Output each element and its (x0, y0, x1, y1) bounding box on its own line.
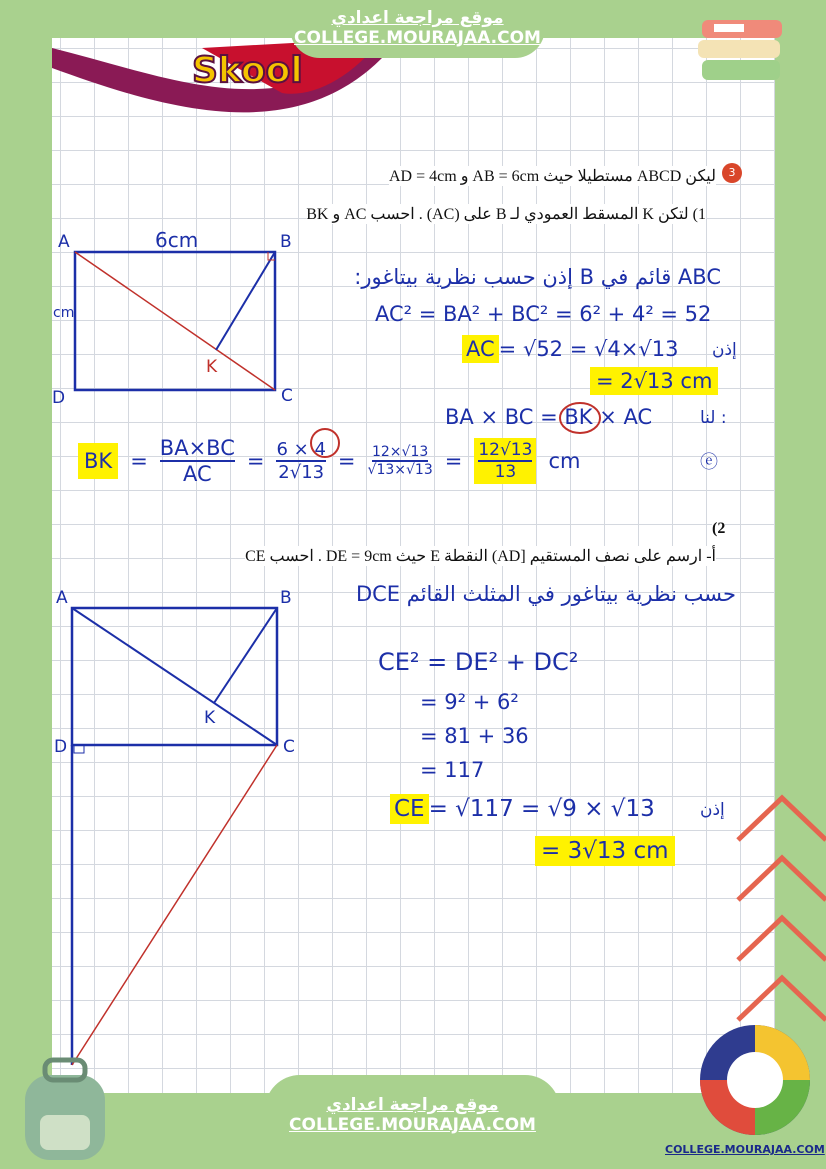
frac1-den: AC (183, 462, 212, 486)
chevron-decoration-icon (730, 790, 826, 1050)
sol1-line4 (590, 369, 718, 393)
fig1-label-d: D (52, 388, 66, 408)
sol2-line6 (390, 796, 655, 822)
frac3-den: √13×√13 (367, 462, 433, 478)
frac2-num: 6 × 4 (276, 439, 326, 460)
fig1-left-length: cm (53, 305, 75, 321)
fig1-label-k: K (206, 357, 218, 377)
question-2a: أ- ارسم على نصف المستقيم [AD) النقطة E حيث DE = 9cm . احسب CE (245, 548, 716, 565)
ac-result: = 2√13 cm (590, 367, 718, 395)
header-arabic: موقع مراجعة اعدادي (331, 8, 504, 28)
ce-expression: = √117 = √9 × √13 (428, 796, 655, 822)
frac1-num: BA×BC (159, 436, 235, 460)
sol2-line2: CE² = DE² + DC² (378, 648, 579, 676)
bk-fraction-3 (368, 444, 433, 478)
sol1-line3 (462, 337, 678, 361)
equals: = (337, 449, 356, 473)
fig1-label-b: B (280, 232, 292, 252)
sol1-therefore: إذن (712, 340, 737, 360)
sol1-line2: AC² = BA² + BC² = 6² + 4² = 52 (375, 302, 712, 326)
college-logo-icon (695, 1022, 819, 1140)
equals: = (130, 449, 148, 473)
bk-unit: cm (548, 449, 581, 473)
fig1-label-c: C (281, 386, 293, 406)
sol1-line5: BA × BC = BK × AC (445, 405, 653, 429)
fig2-label-a: A (56, 588, 68, 608)
footer-arabic: موقع مراجعة اعدادي (326, 1095, 499, 1115)
bk-fraction-2 (276, 439, 325, 483)
sol1-we-have: : لنا (700, 408, 727, 428)
footer-url[interactable]: COLLEGE.MOURAJAA.COM (289, 1115, 536, 1135)
bk-result (474, 438, 536, 484)
fig2-label-b: B (280, 588, 292, 608)
question-1: 1) لتكن K المسقط العمودي لـ B على (AC) . احسب AC و BK (306, 206, 706, 223)
sol2-therefore: إذن (700, 800, 725, 820)
ce-result: = 3√13 cm (535, 836, 675, 866)
exercise-number-badge: 3 (722, 163, 742, 183)
sol2-line7 (535, 838, 675, 864)
footer-banner[interactable] (265, 1075, 560, 1169)
sol1-conclusion-mark: ⓔ (700, 452, 718, 473)
sol2-line4: = 81 + 36 (420, 724, 529, 748)
exercise-statement: ليكن ABCD مستطيلا حيث AB = 6cm و AD = 4cm (389, 168, 716, 185)
header-url[interactable]: COLLEGE.MOURAJAA.COM (294, 28, 541, 48)
logo-text: Skool (192, 50, 303, 91)
fig2-label-k: K (204, 708, 216, 728)
backpack-icon (15, 1055, 115, 1165)
bk-highlight: BK (78, 443, 118, 479)
frac2-den: 2√13 (278, 462, 325, 483)
fig1-label-a: A (58, 232, 70, 252)
equals: = (246, 449, 265, 473)
fig1-top-length: 6cm (155, 228, 199, 252)
sol2-line5: = 117 (420, 758, 485, 782)
bk-fraction-1 (160, 436, 235, 486)
sol2-line1: حسب نظرية بيتاغور في المثلث القائم DCE (355, 582, 736, 606)
ce-highlight: CE (390, 794, 429, 824)
frac3-num: 12×√13 (371, 444, 429, 460)
footer-logo-url[interactable]: COLLEGE.MOURAJAA.COM (665, 1143, 825, 1156)
result-den: 13 (494, 462, 517, 482)
fig2-label-c: C (283, 737, 295, 757)
sol1-line1: ABC قائم في B إذن حسب نظرية بيتاغور: (354, 265, 721, 289)
equals: = (444, 449, 463, 473)
result-num: 12√13 (478, 440, 533, 460)
bk-formula (78, 436, 580, 486)
ac-expression: = √52 = √4×√13 (498, 337, 679, 361)
sol2-line3: = 9² + 6² (420, 690, 519, 714)
question-2-number: (2 (712, 520, 726, 537)
ac-highlight: AC (462, 335, 499, 363)
fig2-label-d: D (54, 737, 68, 757)
